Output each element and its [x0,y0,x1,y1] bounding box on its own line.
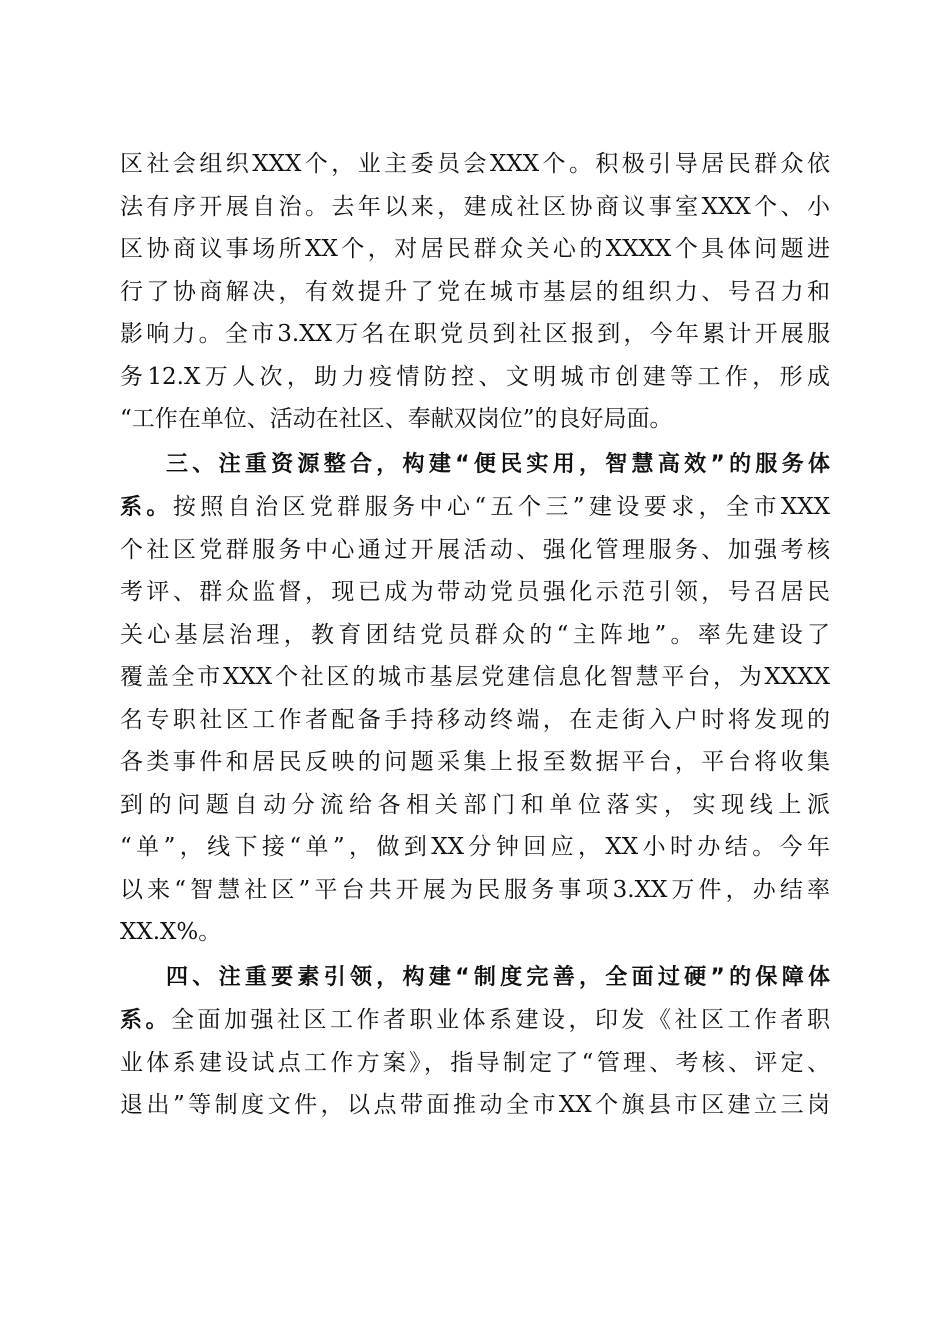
section-4-line-text: 全面加强社区工作者职业体系建设，印发《社区工作者职 [171,1007,830,1033]
text-line: 名专职社区工作者配备手持移动终端，在走街入户时将发现的 [120,706,830,733]
text-line: 务12.X万人次，助力疫情防控、文明城市创建等工作，形成 [120,363,830,390]
document-body [120,143,830,1127]
text-line [120,999,830,1042]
section-4-heading-tail: 系。 [120,1008,171,1033]
text-line: 考评、群众监督，现已成为带动党员强化示范引领，号召居民 [120,579,830,605]
text-line: 以来“智慧社区”平台共开展为民服务事项3.XX万件，办结率 [120,876,830,903]
text-line [120,486,830,529]
text-line: 覆盖全市XXX个社区的城市基层党建信息化智慧平台，为XXXX [120,664,830,690]
section-3-paragraph [120,444,830,954]
text-line: 区协商议事场所XX个，对居民群众关心的XXXX个具体问题进 [120,236,830,262]
section-4-paragraph [120,957,830,1127]
text-line: 各类事件和居民反映的问题采集上报至数据平台，平台将收集 [120,749,830,775]
text-line: “工作在单位、活动在社区、奉献双岗位”的良好局面。 [120,406,673,432]
text-line: 到的问题自动分流给各相关部门和单位落实，实现线上派 [120,791,830,818]
text-line: 行了协商解决，有效提升了党在城市基层的组织力、号召力和 [120,278,830,305]
text-line: 个社区党群服务中心通过开展活动、强化管理服务、加强考核 [120,536,830,563]
text-line: 影响力。全市3.XX万名在职党员到社区报到，今年累计开展服 [120,321,830,347]
text-line: 退出”等制度文件，以点带面推动全市XX个旗县市区建立三岗 [120,1092,830,1118]
text-line: 业体系建设试点工作方案》，指导制定了“管理、考核、评定、 [120,1049,830,1076]
text-line: “单”，线下接“单”，做到XX分钟回应，XX小时办结。今年 [120,834,830,860]
text-line: 关心基层治理，教育团结党员群众的“主阵地”。率先建设了 [120,621,830,648]
section-3-heading-tail: 系。 [120,495,173,520]
text-line: 法有序开展自治。去年以来，建成社区协商议事室XXX个、小 [120,193,830,220]
text-line: XX.X%。 [120,919,222,945]
text-line: 区社会组织XXX个，业主委员会XXX个。积极引导居民群众依 [120,151,830,177]
section-3-heading: 三、注重资源整合，构建“便民实用，智慧高效”的服务体 [166,451,830,477]
section-3-line-text: 按照自治区党群服务中心“五个三”建设要求，全市XXX [172,494,830,520]
paragraph-continuation [120,143,830,441]
section-4-heading: 四、注重要素引领，构建“制度完善，全面过硬”的保障体 [166,964,830,990]
